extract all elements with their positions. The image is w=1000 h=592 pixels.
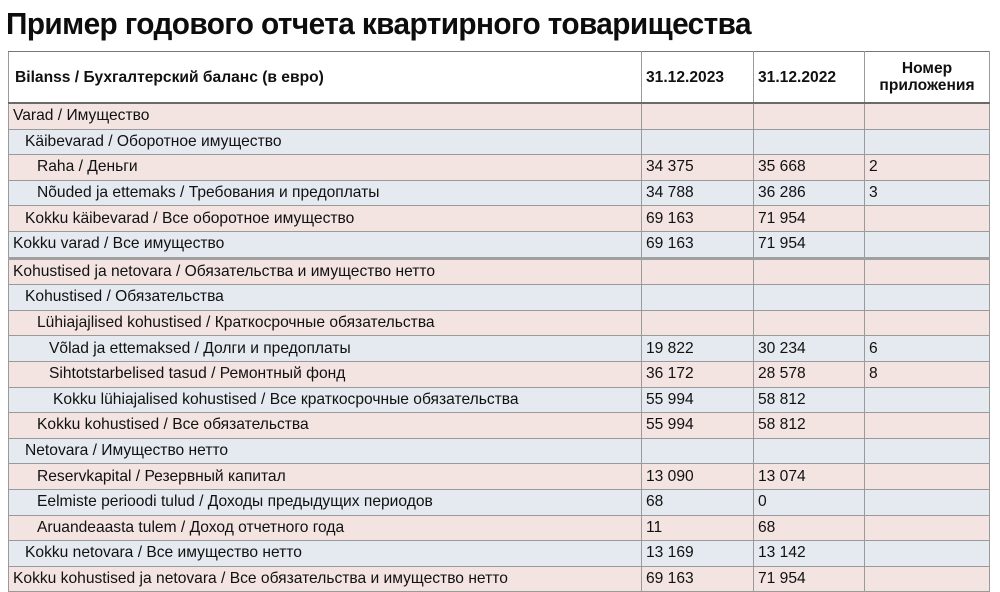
- row-value-2022: [754, 103, 865, 129]
- row-label: Nõuded ja ettemaks / Требования и предоплаты: [9, 180, 642, 206]
- row-label: Sihtotstarbelised tasud / Ремонтный фонд: [9, 361, 642, 387]
- row-appendix: [865, 310, 990, 336]
- header-year-2022: 31.12.2022: [754, 52, 865, 104]
- row-value-2022: 71 954: [754, 231, 865, 258]
- row-value-2023: 19 822: [642, 336, 754, 362]
- row-appendix: [865, 464, 990, 490]
- row-appendix: [865, 489, 990, 515]
- row-appendix: [865, 285, 990, 311]
- table-row: [9, 361, 990, 387]
- row-appendix: [865, 103, 990, 129]
- row-appendix: [865, 541, 990, 567]
- table-row: [9, 489, 990, 515]
- table-row: [9, 464, 990, 490]
- row-appendix: [865, 231, 990, 258]
- row-appendix: [865, 387, 990, 413]
- table-row: [9, 155, 990, 181]
- row-value-2022: 13 142: [754, 541, 865, 567]
- row-value-2022: 58 812: [754, 413, 865, 439]
- table-row: [9, 387, 990, 413]
- row-appendix: [865, 258, 990, 285]
- row-label: Kokku lühiajalised kohustised / Все краткосрочные обязательства: [9, 387, 642, 413]
- row-label: Kokku kohustised / Все обязательства: [9, 413, 642, 439]
- row-value-2023: 11: [642, 515, 754, 541]
- table-row: [9, 285, 990, 311]
- row-value-2023: [642, 103, 754, 129]
- row-label: Lühiajajlised kohustised / Краткосрочные обязательства: [9, 310, 642, 336]
- row-value-2023: [642, 310, 754, 336]
- row-value-2023: 13 090: [642, 464, 754, 490]
- row-value-2023: 34 375: [642, 155, 754, 181]
- table-row: [9, 566, 990, 592]
- table-row: [9, 310, 990, 336]
- row-value-2022: 30 234: [754, 336, 865, 362]
- balance-sheet-table: [8, 51, 990, 592]
- header-appendix-line2: приложения: [879, 77, 975, 94]
- table-row: [9, 336, 990, 362]
- row-label: Võlad ja ettemaksed / Долги и предоплаты: [9, 336, 642, 362]
- row-label: Kohustised / Обязательства: [9, 285, 642, 311]
- row-value-2023: [642, 129, 754, 155]
- table-row: [9, 258, 990, 285]
- row-label: Käibevarad / Оборотное имущество: [9, 129, 642, 155]
- row-appendix: [865, 413, 990, 439]
- row-label: Eelmiste perioodi tulud / Доходы предыдущих периодов: [9, 489, 642, 515]
- row-value-2022: 13 074: [754, 464, 865, 490]
- table-row: [9, 206, 990, 232]
- row-label: Varad / Имущество: [9, 103, 642, 129]
- table-row: [9, 103, 990, 129]
- table-row: [9, 231, 990, 258]
- row-appendix: 3: [865, 180, 990, 206]
- row-value-2022: 58 812: [754, 387, 865, 413]
- row-value-2023: 34 788: [642, 180, 754, 206]
- row-value-2023: 13 169: [642, 541, 754, 567]
- page-title: Пример годового отчета квартирного товарищества: [6, 6, 751, 41]
- table-row: [9, 413, 990, 439]
- row-value-2023: 68: [642, 489, 754, 515]
- header-label: Bilanss / Бухгалтерский баланс (в евро): [9, 52, 642, 104]
- row-label: Kokku kohustised ja netovara / Все обязательства и имущество нетто: [9, 566, 642, 592]
- row-label: Kohustised ja netovara / Обязательства и имущество нетто: [9, 258, 642, 285]
- row-value-2022: 71 954: [754, 566, 865, 592]
- row-value-2023: [642, 258, 754, 285]
- table-row: [9, 438, 990, 464]
- row-label: Kokku varad / Все имущество: [9, 231, 642, 258]
- row-value-2022: 71 954: [754, 206, 865, 232]
- row-appendix: [865, 206, 990, 232]
- table-row: [9, 541, 990, 567]
- table-row: [9, 515, 990, 541]
- row-label: Kokku käibevarad / Все оборотное имущество: [9, 206, 642, 232]
- row-value-2023: 69 163: [642, 566, 754, 592]
- row-appendix: 6: [865, 336, 990, 362]
- row-value-2023: 55 994: [642, 387, 754, 413]
- header-appendix-line1: Номер: [901, 60, 953, 77]
- table-header-row: [9, 52, 990, 104]
- row-value-2023: [642, 438, 754, 464]
- row-value-2022: [754, 258, 865, 285]
- row-appendix: [865, 438, 990, 464]
- row-label: Aruandeaasta tulem / Доход отчетного года: [9, 515, 642, 541]
- row-value-2022: [754, 129, 865, 155]
- row-appendix: [865, 129, 990, 155]
- table-row: [9, 180, 990, 206]
- row-value-2023: 69 163: [642, 206, 754, 232]
- row-value-2023: 55 994: [642, 413, 754, 439]
- row-appendix: [865, 515, 990, 541]
- row-value-2022: [754, 438, 865, 464]
- table-row: [9, 129, 990, 155]
- row-label: Netovara / Имущество нетто: [9, 438, 642, 464]
- row-value-2023: 36 172: [642, 361, 754, 387]
- row-label: Kokku netovara / Все имущество нетто: [9, 541, 642, 567]
- header-appendix-number: [865, 52, 990, 104]
- row-label: Raha / Деньги: [9, 155, 642, 181]
- row-value-2022: 28 578: [754, 361, 865, 387]
- row-value-2022: 36 286: [754, 180, 865, 206]
- row-appendix: [865, 566, 990, 592]
- row-value-2023: [642, 285, 754, 311]
- row-value-2022: 68: [754, 515, 865, 541]
- row-value-2023: 69 163: [642, 231, 754, 258]
- row-value-2022: 35 668: [754, 155, 865, 181]
- header-year-2023: 31.12.2023: [642, 52, 754, 104]
- row-value-2022: [754, 285, 865, 311]
- row-value-2022: [754, 310, 865, 336]
- row-value-2022: 0: [754, 489, 865, 515]
- row-label: Reservkapital / Резервный капитал: [9, 464, 642, 490]
- row-appendix: 2: [865, 155, 990, 181]
- row-appendix: 8: [865, 361, 990, 387]
